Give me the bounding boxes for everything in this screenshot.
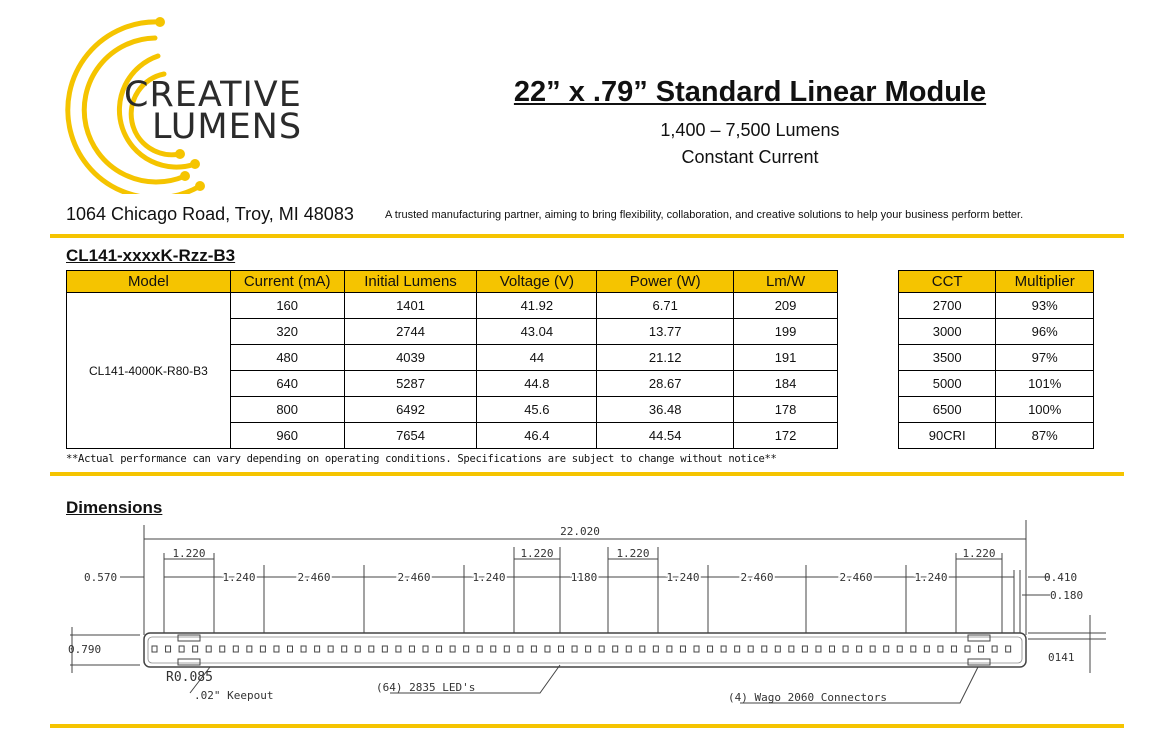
table-cell: 43.04: [477, 319, 597, 345]
table-cell: 36.48: [597, 397, 734, 423]
table-cell: 6500: [899, 397, 996, 423]
radius-label: R0.085: [166, 670, 213, 685]
col-header: Current (mA): [230, 271, 344, 293]
table-cell: 178: [734, 397, 838, 423]
table-cell: 3500: [899, 345, 996, 371]
disclaimer-note: **Actual performance can vary depending on operating conditions. Specifications are subject to change without notice**: [66, 453, 777, 465]
table-cell: 6.71: [597, 293, 734, 319]
lumen-range: 1,400 – 7,500 Lumens: [660, 120, 840, 140]
pitch-label: 1.220: [520, 547, 554, 560]
table-cell: 46.4: [477, 423, 597, 449]
table-cell: 41.92: [477, 293, 597, 319]
left-offset-label: 0.570: [84, 571, 118, 584]
table-cell: 184: [734, 371, 838, 397]
right-offset-a-label: 0.410: [1044, 571, 1078, 584]
spec-table: [66, 270, 838, 449]
table-cell: 320: [230, 319, 344, 345]
segment-length-label: 2.460: [297, 571, 331, 584]
table-row: [899, 293, 1094, 319]
table-cell: 100%: [996, 397, 1094, 423]
table-cell: 90CRI: [899, 423, 996, 449]
table-cell: 101%: [996, 371, 1094, 397]
right-offset-b-label: 0.180: [1050, 589, 1084, 602]
table-row: [899, 397, 1094, 423]
table-row: [899, 371, 1094, 397]
col-header: Power (W): [597, 271, 734, 293]
led-count-label: (64) 2835 LED's: [376, 681, 476, 694]
page-title: 22” x .79” Standard Linear Module: [513, 76, 987, 108]
table-row: [899, 319, 1094, 345]
segment-length-label: 1.240: [222, 571, 256, 584]
overall-length-label: 22.020: [560, 525, 600, 538]
col-header: Voltage (V): [477, 271, 597, 293]
company-tagline: A trusted manufacturing partner, aiming to bring flexibility, collaboration, and creative solutions to help your business perform better.: [385, 209, 1024, 221]
col-header: Initial Lumens: [344, 271, 477, 293]
company-address: 1064 Chicago Road, Troy, MI 48083: [66, 204, 354, 224]
table-cell: 93%: [996, 293, 1094, 319]
divider: [50, 724, 1124, 728]
height-label: 0.790: [68, 643, 102, 656]
segment-length-label: 1.240: [914, 571, 948, 584]
keepout-label: .02" Keepout: [194, 689, 274, 702]
table-cell: 800: [230, 397, 344, 423]
table-cell: 172: [734, 423, 838, 449]
table-cell: 160: [230, 293, 344, 319]
table-cell: 45.6: [477, 397, 597, 423]
table-cell: 199: [734, 319, 838, 345]
col-header: CCT: [899, 271, 996, 293]
table-cell: 2700: [899, 293, 996, 319]
connector-label: (4) Wago 2060 Connectors: [728, 691, 887, 704]
table-cell: 1401: [344, 293, 477, 319]
segment-length-label: 1.240: [472, 571, 506, 584]
divider: [50, 234, 1124, 238]
segment-length-label: 2.460: [839, 571, 873, 584]
model-cell: CL141-4000K-R80-B3: [67, 293, 231, 449]
table-row: [899, 345, 1094, 371]
drive-type: Constant Current: [681, 147, 819, 167]
dimensions-heading: Dimensions: [66, 498, 163, 517]
table-cell: 209: [734, 293, 838, 319]
segment-length-label: 1.240: [666, 571, 700, 584]
table-cell: 44.8: [477, 371, 597, 397]
dimension-drawing: [60, 515, 1120, 710]
table-cell: 4039: [344, 345, 477, 371]
pitch-label: 1.220: [616, 547, 650, 560]
table-cell: 44.54: [597, 423, 734, 449]
col-header: Lm/W: [734, 271, 838, 293]
table-cell: 2744: [344, 319, 477, 345]
table-cell: 3000: [899, 319, 996, 345]
divider: [50, 472, 1124, 476]
table-cell: 640: [230, 371, 344, 397]
table-cell: 13.77: [597, 319, 734, 345]
table-cell: 191: [734, 345, 838, 371]
table-cell: 44: [477, 345, 597, 371]
table-cell: 97%: [996, 345, 1094, 371]
segment-length-label: 2.460: [740, 571, 774, 584]
table-cell: 480: [230, 345, 344, 371]
table-cell: 5000: [899, 371, 996, 397]
table-cell: 6492: [344, 397, 477, 423]
table-cell: 21.12: [597, 345, 734, 371]
segment-length-label: 2.460: [397, 571, 431, 584]
cct-multiplier-table: [898, 270, 1094, 449]
col-header: Multiplier: [996, 271, 1094, 293]
brand-name-line2: LUMENS: [152, 107, 303, 147]
col-header: Model: [67, 271, 231, 293]
table-row: [899, 423, 1094, 449]
table-cell: 28.67: [597, 371, 734, 397]
table-cell: 87%: [996, 423, 1094, 449]
segment-length-label: 1180: [570, 571, 598, 584]
table-cell: 96%: [996, 319, 1094, 345]
pitch-label: 1.220: [962, 547, 996, 560]
part-number: CL141-xxxxK-Rzz-B3: [66, 246, 236, 265]
edge-label: 0141: [1048, 651, 1075, 664]
pitch-label: 1.220: [172, 547, 206, 560]
table-row: [67, 293, 838, 319]
table-cell: 960: [230, 423, 344, 449]
table-cell: 5287: [344, 371, 477, 397]
table-cell: 7654: [344, 423, 477, 449]
brand-name-line1: CREATIVE: [124, 75, 302, 115]
